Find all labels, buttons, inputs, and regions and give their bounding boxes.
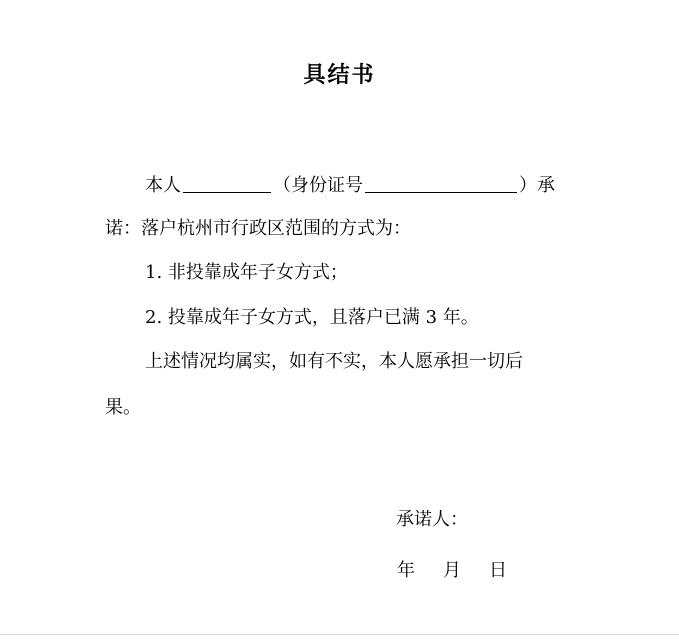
date-line (397, 558, 507, 584)
id-number-blank (365, 174, 517, 193)
declaration-line-1: 上述情况均属实，如有不实，本人愿承担一切后 (145, 351, 523, 372)
self-label: 本人 (145, 175, 181, 196)
declaration-line-2: 果。 (105, 397, 141, 418)
promise-start: ）承 (519, 175, 555, 196)
name-blank (183, 174, 271, 193)
year-label: 年 (397, 560, 415, 581)
option-item-1: 1. 非投靠成年子女方式； (145, 262, 348, 283)
signature-label: 承诺人： (396, 509, 468, 530)
id-number-label: （身份证号 (273, 175, 363, 196)
document-title: 具结书 (303, 63, 376, 88)
day-label: 日 (489, 560, 507, 581)
statement-line-1 (145, 172, 555, 199)
page-bottom-divider (0, 634, 679, 635)
statement-line-2: 诺：落户杭州市行政区范围的方式为： (105, 218, 411, 239)
month-label: 月 (443, 560, 461, 581)
option-item-2: 2. 投靠成年子女方式，且落户已满 3 年。 (145, 307, 479, 328)
